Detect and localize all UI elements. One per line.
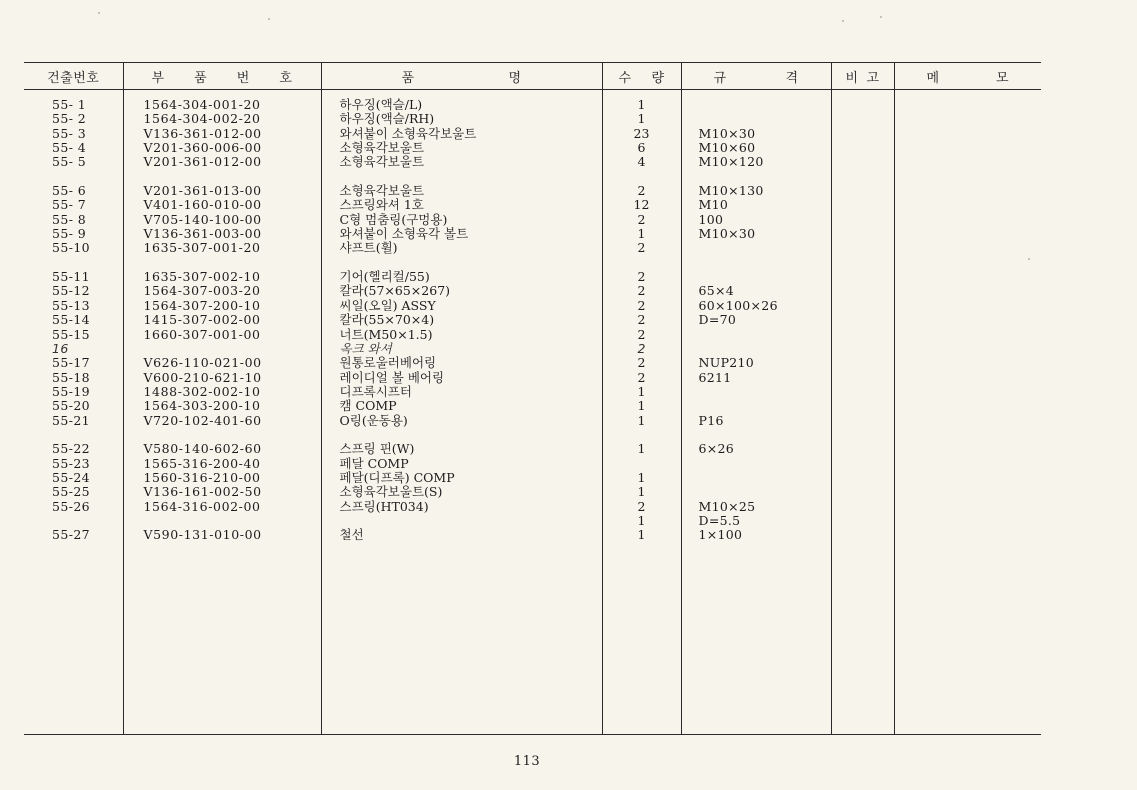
quantity-cell: 1: [637, 413, 646, 428]
specification-cell: NUP210: [698, 356, 755, 371]
part-name-cell: 소형육각보울트(S): [339, 485, 443, 500]
part-name-cell: 너트(M50×1.5): [339, 327, 433, 342]
page-number: 113: [513, 754, 541, 769]
specification-cell: [682, 170, 831, 184]
quantity-cell: [603, 170, 681, 184]
item-number-cell: 55- 3: [52, 126, 87, 141]
quantity-cell: 4: [637, 155, 646, 170]
quantity-cell: 2: [637, 370, 646, 385]
memo-column: [894, 90, 1041, 735]
part-number-cell: V590-131-010-00: [143, 528, 262, 543]
table-body-row: [24, 90, 1041, 735]
part-name-cell: 소형육각보울트: [339, 184, 425, 199]
quantity-cell: 2: [637, 241, 646, 256]
part-name-cell: 옥크 와셔: [339, 341, 392, 356]
specification-cell: M10×130: [698, 184, 764, 199]
part-name-cell: [322, 514, 602, 528]
specification-cell: [682, 457, 831, 471]
part-number-cell: 1635-307-001-20: [143, 241, 261, 256]
item-number-cell: 55- 5: [52, 155, 87, 170]
quantity-cell: 12: [633, 198, 650, 213]
part-number-cell: 1660-307-001-00: [143, 327, 261, 342]
item-number-cell: 55- 1: [52, 98, 87, 112]
item-number-cell: 55-13: [52, 298, 91, 313]
scan-speck: [880, 16, 882, 18]
quantity-cell: 1: [637, 112, 646, 127]
part-name-cell: 하우징(액슬/RH): [339, 112, 435, 127]
part-number-cell: V401-160-010-00: [143, 198, 262, 213]
quantity-cell: 1: [637, 227, 646, 242]
item-number-cell: 55-15: [52, 327, 91, 342]
part-name-cell: 스프링와셔 1호: [339, 198, 424, 213]
part-number-cell: 1564-304-002-20: [143, 112, 261, 127]
quantity-cell: 6: [637, 141, 646, 156]
item-number-cell: 55-17: [52, 356, 91, 371]
header-part-number-label: 부: [151, 70, 165, 86]
item-number-column: [24, 90, 123, 735]
part-name-cell: 철선: [339, 528, 364, 543]
header-specification: [681, 63, 831, 90]
item-number-cell: 55- 7: [52, 198, 87, 213]
header-memo-label: 모: [995, 70, 1009, 86]
part-number-cell: 1564-303-200-10: [143, 399, 261, 414]
item-number-cell: 55-24: [52, 470, 91, 485]
part-number-cell: V136-361-003-00: [143, 227, 262, 242]
item-number-cell: 55-12: [52, 284, 91, 299]
specification-cell: 1×100: [698, 528, 743, 543]
part-name-cell: 소형육각보울트: [339, 141, 425, 156]
header-part-name-label: 명: [508, 70, 522, 86]
quantity-cell: 1: [637, 98, 646, 112]
part-number-cell: V705-140-100-00: [143, 212, 262, 227]
quantity-cell: 1: [637, 442, 646, 457]
item-number-cell: 55- 2: [52, 112, 87, 127]
part-number-cell: V580-140-602-60: [143, 442, 262, 457]
specification-cell: [682, 385, 831, 399]
specification-cell: [682, 399, 831, 413]
quantity-cell: 2: [637, 499, 646, 514]
part-number-cell: V201-361-013-00: [143, 184, 262, 199]
item-number-cell: 55-27: [52, 528, 91, 543]
header-part-number-label: 호: [279, 70, 293, 86]
item-number-cell: 55-19: [52, 384, 91, 399]
part-number-cell: 1564-307-003-20: [143, 284, 261, 299]
part-number-cell: [124, 170, 321, 184]
header-part-name: [321, 63, 602, 90]
part-number-cell: 1564-316-002-00: [143, 499, 261, 514]
item-number-cell: [24, 428, 123, 442]
header-part-number: [123, 63, 321, 90]
part-name-cell: 디프록시프터: [339, 384, 412, 399]
part-number-cell: V720-102-401-60: [143, 413, 262, 428]
part-number-cell: [124, 428, 321, 442]
specification-cell: M10×25: [698, 499, 756, 514]
table-header-row: [24, 63, 1041, 90]
specification-cell: M10: [698, 198, 729, 213]
specification-cell: [682, 241, 831, 255]
item-number-cell: 55- 9: [52, 227, 87, 242]
part-name-cell: 스프링 핀(W): [339, 442, 415, 457]
specification-cell: D=5.5: [698, 513, 741, 528]
part-number-cell: V136-161-002-50: [143, 485, 262, 500]
part-name-cell: C형 멈춤링(구멍용): [339, 212, 448, 227]
quantity-cell: 2: [637, 298, 646, 313]
item-number-cell: 55- 4: [52, 141, 87, 156]
quantity-cell: [603, 457, 681, 471]
item-number-cell: 55-14: [52, 313, 91, 328]
part-number-cell: 1415-307-002-00: [143, 313, 261, 328]
part-name-cell: 페달 COMP: [339, 456, 409, 471]
parts-table-wrapper: [24, 62, 1041, 735]
quantity-cell: [603, 428, 681, 442]
header-memo-label: 메: [926, 70, 940, 86]
quantity-cell: 1: [637, 384, 646, 399]
quantity-cell: 2: [637, 270, 646, 285]
header-item-number: [24, 63, 123, 90]
quantity-cell: 2: [637, 356, 646, 371]
item-number-cell: 55-21: [52, 413, 91, 428]
item-number-cell: [24, 170, 123, 184]
header-item-number-label: 건출번호: [47, 70, 100, 86]
specification-cell: [682, 485, 831, 499]
header-quantity-label: 수: [618, 70, 632, 86]
part-name-cell: 칼라(55×70×4): [339, 313, 435, 328]
part-number-cell: [124, 514, 321, 528]
header-remarks: [831, 63, 894, 90]
item-number-cell: 55-22: [52, 442, 91, 457]
quantity-cell: 2: [637, 341, 646, 356]
part-number-column: [123, 90, 321, 735]
quantity-cell: 1: [637, 399, 646, 414]
part-number-cell: V201-361-012-00: [143, 155, 262, 170]
part-number-cell: 1564-307-200-10: [143, 298, 261, 313]
part-name-cell: 원통로울러베어링: [339, 356, 437, 371]
item-number-cell: [24, 256, 123, 270]
specification-cell: [682, 342, 831, 356]
item-number-cell: 55-26: [52, 499, 91, 514]
part-number-cell: 1488-302-002-10: [143, 384, 261, 399]
header-part-number-label: 번: [236, 70, 250, 86]
quantity-cell: 2: [637, 212, 646, 227]
specification-cell: M10×60: [698, 141, 756, 156]
specification-cell: M10×120: [698, 155, 764, 170]
header-part-number-label: 품: [194, 70, 208, 86]
part-number-cell: 1564-304-001-20: [143, 98, 261, 112]
part-number-cell: V626-110-021-00: [143, 356, 262, 371]
item-number-cell: 55-10: [52, 241, 91, 256]
header-specification-label: 격: [785, 70, 799, 86]
item-number-cell: 55-11: [52, 270, 91, 285]
part-number-cell: V136-361-012-00: [143, 126, 262, 141]
specification-cell: D=70: [698, 313, 737, 328]
part-name-cell: 레이디얼 볼 베어링: [339, 370, 445, 385]
part-name-cell: 기어(헬리컬/55): [339, 270, 430, 285]
part-name-cell: 스프링(HT034): [339, 499, 429, 514]
item-number-cell: 55- 6: [52, 184, 87, 199]
scan-speck: [268, 18, 270, 20]
part-number-cell: 1635-307-002-10: [143, 270, 261, 285]
quantity-column: [602, 90, 681, 735]
specification-cell: [682, 428, 831, 442]
part-name-cell: 와셔붙이 소형육각보울트: [339, 126, 477, 141]
part-name-cell: 씨일(오일) ASSY: [339, 298, 436, 313]
quantity-cell: 23: [633, 126, 650, 141]
quantity-cell: 2: [637, 184, 646, 199]
header-quantity-label: 량: [651, 70, 665, 86]
part-name-cell: 소형육각보울트: [339, 155, 425, 170]
specification-cell: [682, 270, 831, 284]
header-remarks-label: 고: [866, 70, 880, 86]
part-name-cell: 캠 COMP: [339, 399, 397, 414]
specification-cell: P16: [698, 413, 724, 428]
specification-cell: [682, 98, 831, 112]
item-number-cell: 55-20: [52, 399, 91, 414]
part-number-cell: V600-210-621-10: [143, 370, 262, 385]
specification-cell: 65×4: [698, 284, 735, 299]
part-name-cell: 샤프트(휠): [339, 241, 398, 256]
quantity-cell: 1: [637, 470, 646, 485]
specification-cell: 100: [698, 212, 724, 227]
specification-cell: [682, 256, 831, 270]
quantity-cell: 2: [637, 327, 646, 342]
part-name-cell: 칼라(57×65×267): [339, 284, 451, 299]
specification-cell: [682, 112, 831, 126]
header-part-name-label: 품: [401, 70, 415, 86]
quantity-cell: 2: [637, 284, 646, 299]
part-name-cell: [322, 428, 602, 442]
part-number-cell: [124, 342, 321, 356]
item-number-cell: 55-18: [52, 370, 91, 385]
part-name-cell: 하우징(액슬/L): [339, 98, 423, 112]
item-number-cell: 55-25: [52, 485, 91, 500]
quantity-cell: 1: [637, 485, 646, 500]
part-number-cell: 1565-316-200-40: [143, 456, 261, 471]
header-memo: [894, 63, 1041, 90]
specification-cell: M10×30: [698, 126, 756, 141]
specification-cell: [682, 471, 831, 485]
specification-cell: 6211: [698, 370, 732, 385]
specification-cell: 60×100×26: [698, 298, 778, 313]
quantity-cell: 1: [637, 513, 646, 528]
specification-column: [681, 90, 831, 735]
part-name-column: [321, 90, 602, 735]
part-name-cell: [322, 256, 602, 270]
quantity-cell: 2: [637, 313, 646, 328]
part-name-cell: [322, 170, 602, 184]
part-name-cell: 와셔붙이 소형육각 볼트: [339, 227, 469, 242]
remarks-column: [831, 90, 894, 735]
scan-speck: [842, 20, 844, 22]
specification-cell: M10×30: [698, 227, 756, 242]
part-number-cell: V201-360-006-00: [143, 141, 262, 156]
quantity-cell: [603, 256, 681, 270]
item-number-cell: [24, 514, 123, 528]
item-number-cell: 16: [52, 341, 69, 356]
item-number-cell: 55- 8: [52, 212, 87, 227]
item-number-cell: 55-23: [52, 456, 91, 471]
parts-table: [24, 62, 1041, 735]
header-remarks-label: 비: [845, 70, 859, 86]
part-number-cell: [124, 256, 321, 270]
part-name-cell: O링(운동용): [339, 413, 408, 428]
part-number-cell: 1560-316-210-00: [143, 470, 261, 485]
header-quantity: [602, 63, 681, 90]
header-specification-label: 규: [713, 70, 727, 86]
specification-cell: 6×26: [698, 442, 735, 457]
part-name-cell: 페달(디프록) COMP: [339, 470, 455, 485]
specification-cell: [682, 328, 831, 342]
quantity-cell: 1: [637, 528, 646, 543]
scan-speck: [98, 12, 100, 14]
